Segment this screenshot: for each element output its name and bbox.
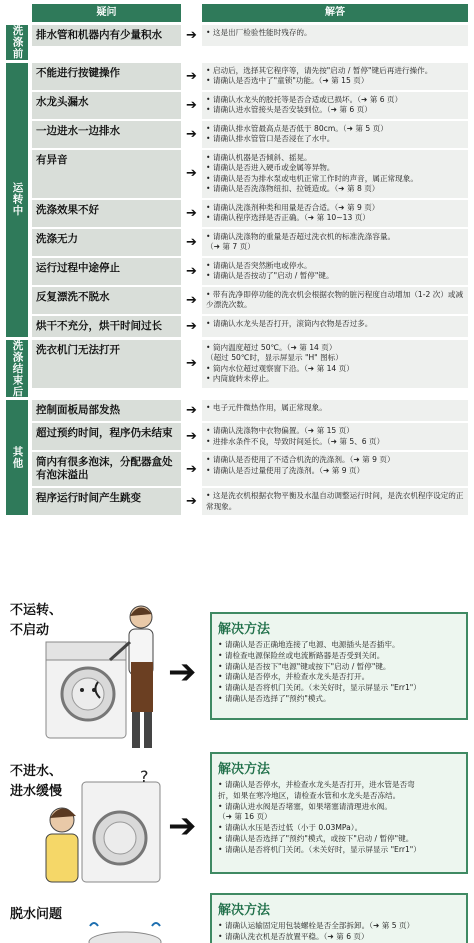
section-label <box>6 340 28 398</box>
answer-cell <box>202 63 468 90</box>
arrow-icon: ➔ <box>186 494 197 509</box>
answer-line: • 带有洗净即停功能的洗衣机会根据衣物的脏污程度自动增加（1-2 次）或减少漂洗次数。 <box>206 289 464 309</box>
answer-line: • 请确认是否进入硬币或金属等异物。 <box>206 163 335 172</box>
answer-line: • 请确认洗涤物中衣物偏置。（➜ 第 15 页） <box>206 426 354 435</box>
solution-item: • 请检查电源保险丝或电流断路器是否受到关闭。 <box>218 650 385 660</box>
solution-box-2 <box>210 752 468 874</box>
answer-cell <box>202 423 468 450</box>
solution-item: • 请确认是否选择了"预约"模式，或按下"启动 / 暂停"键。 <box>218 833 414 843</box>
solution-box-1 <box>210 612 468 720</box>
arrow-icon: ➔ <box>186 263 197 279</box>
solution-list <box>218 640 460 705</box>
table-row <box>32 25 468 46</box>
question-cell: 反复漂洗不脱水 <box>32 287 181 314</box>
answer-cell <box>202 452 468 486</box>
solution-item: • 请确认是否选择了"预约"模式。 <box>218 693 331 703</box>
answer-cell <box>202 258 468 285</box>
table-header <box>6 4 468 22</box>
solution-title: 解决方法 <box>218 903 271 918</box>
arrow-icon: ➔ <box>186 205 197 221</box>
table-row <box>32 423 468 450</box>
answer-line: • 请确认排水管管口是否浸在了水中。 <box>206 134 335 143</box>
answer-cell <box>202 488 468 515</box>
answer-line: • 请确认水龙头是否打开，滚筒内衣物是否过多。 <box>206 318 373 328</box>
question-cell: 筒内有很多泡沫，分配器盒处有泡沫溢出 <box>32 452 181 486</box>
answer-line: • 筒内温度超过 50℃。（➜ 第 14 页） <box>206 342 337 352</box>
table-row <box>32 452 468 486</box>
problem-title-no-water: 不进水、 进水缓慢 <box>10 764 63 799</box>
question-cell: 洗涤无力 <box>32 229 181 256</box>
answer-cell <box>202 316 468 337</box>
troubleshooting-table <box>6 4 468 518</box>
arrow-icon: ➔ <box>186 126 197 142</box>
solution-title: 解决方法 <box>218 622 271 637</box>
table-row <box>32 400 468 421</box>
section-label-text: 洗涤前 <box>11 25 24 60</box>
solution-item: • 请确认是否将机门关闭。（未关好时，显示屏显示 "Err1"） <box>218 683 421 693</box>
table-section <box>6 400 468 515</box>
arrow-icon: ➔ <box>186 356 197 371</box>
question-cell: 烘干不充分，烘干时间过长 <box>32 316 181 337</box>
section-label <box>6 400 28 515</box>
solution-item: • 请确认进水阀是否堵塞，如果堵塞请清理进水阀。 <box>218 801 392 811</box>
arrow-icon: ➔ <box>168 652 197 692</box>
table-row <box>32 316 468 337</box>
answer-cell <box>202 150 468 198</box>
question-cell: 控制面板局部发热 <box>32 400 181 421</box>
answer-line: • 启动后，选择其它程序等，请先按"启动 / 暂停"键后再进行操作。 <box>206 65 433 75</box>
answer-line: • 请确认是否洗涤物纽扣、拉链造成。（➜ 第 8 页） <box>206 184 380 193</box>
arrow-icon: ➔ <box>186 234 197 250</box>
solution-title: 解决方法 <box>218 762 271 777</box>
answer-line: • 这是洗衣机根据衣物平衡及水温自动调整运行时间，是洗衣机程序设定的正常现象。 <box>206 491 464 511</box>
answer-line: • 电子元件微热作用，属正常现象。 <box>206 403 327 412</box>
question-cell: 程序运行时间产生跳变 <box>32 488 181 515</box>
answer-line: • 请确认洗涤物的重量是否超过洗衣机的标准洗涤容量。 <box>206 231 396 241</box>
solution-item: • 请确认水压是否过低（小于 0.03MPa）。 <box>218 823 363 833</box>
answer-cell <box>202 400 468 421</box>
solution-list <box>218 921 460 943</box>
table-row <box>32 150 468 198</box>
answer-line: • 请确认进水管接头是否安装到位。（➜ 第 6 页） <box>206 105 372 114</box>
table-section <box>6 63 468 337</box>
table-section <box>6 25 468 60</box>
answer-line: • 请确认排水管最高点是否低于 80cm。（➜ 第 5 页） <box>206 123 388 133</box>
table-row <box>32 340 468 388</box>
section-label <box>6 25 28 60</box>
answer-line: • 请确认是否使用了不适合机洗的洗涤剂。（➜ 第 9 页） <box>206 455 395 464</box>
answer-cell <box>202 25 468 46</box>
answer-line: （➜ 第 7 页） <box>206 242 255 251</box>
arrow-icon: ➔ <box>186 292 197 308</box>
question-cell: 有异音 <box>32 150 181 198</box>
section-label <box>6 63 28 337</box>
answer-column-header: 解答 <box>202 4 468 22</box>
answer-cell <box>202 229 468 256</box>
answer-cell <box>202 287 468 314</box>
solution-item: 折，如果在寒冷地区，请检查水管和水龙头是否冻结。 <box>218 790 401 800</box>
table-row <box>32 63 468 90</box>
problem-title-spin: 脱水问题 <box>10 907 63 922</box>
question-cell: 洗涤效果不好 <box>32 200 181 227</box>
washer-illustration-2 <box>32 760 167 885</box>
arrow-icon: ➔ <box>168 806 197 846</box>
answer-line: • 请确认是否按动了"启动 / 暂停"键。 <box>206 271 334 280</box>
solution-item: • 请确认是否正确地连接了电源、电源插头是否插牢。 <box>218 640 400 649</box>
answer-line: （超过 50℃时，显示屏显示 "H" 图标） <box>206 353 343 362</box>
answer-line: • 请确认洗涤剂种类和用量是否合适。（➜ 第 9 页） <box>206 202 380 212</box>
answer-cell <box>202 121 468 148</box>
answer-line: • 请确认是否为排水泵或电机正常工作时的声音，属正常现象。 <box>206 173 418 183</box>
answer-line: • 这是出厂检验性能时残存的。 <box>206 28 312 37</box>
table-row <box>32 488 468 515</box>
washer-illustration-1 <box>36 602 166 752</box>
arrow-icon: ➔ <box>186 403 197 418</box>
table-row <box>32 200 468 227</box>
table-row <box>32 287 468 314</box>
solution-item: • 请确认是否将机门关闭。（未关好时，显示屏显示 "Err1"） <box>218 844 421 854</box>
solution-item: • 请确认是否按下"电源"键或按下"启动 / 暂停"键。 <box>218 661 391 671</box>
arrow-icon: ➔ <box>186 318 197 334</box>
arrow-icon: ➔ <box>186 166 197 181</box>
svg-text:?: ? <box>140 767 149 786</box>
question-cell: 洗衣机门无法打开 <box>32 340 181 388</box>
answer-line: • 内筒旋转未停止。 <box>206 374 274 383</box>
question-cell: 超过预约时间，程序仍未结束 <box>32 423 181 450</box>
section-label-text: 洗涤结束后 <box>11 339 24 397</box>
arrow-icon: ➔ <box>186 28 197 43</box>
solution-item: • 请确认洗衣机是否放置平稳。（➜ 第 6 页） <box>218 931 369 941</box>
question-cell: 一边进水一边排水 <box>32 121 181 148</box>
arrow-icon: ➔ <box>186 68 197 84</box>
question-cell: 运行过程中途停止 <box>32 258 181 285</box>
question-cell: 排水管和机器内有少量积水 <box>32 25 181 46</box>
answer-line: • 请确认是否过量使用了洗涤剂。（➜ 第 9 页） <box>206 465 365 475</box>
answer-line: • 筒内水位超过观察窗下沿。（➜ 第 14 页） <box>206 363 354 373</box>
solution-item: • 请确认是否停水，并检查水龙头是否打开，进水管是否弯 <box>218 780 415 789</box>
table-row <box>32 258 468 285</box>
solution-item: （➜ 第 16 页） <box>218 812 272 822</box>
table-sections <box>6 25 468 515</box>
table-row <box>32 229 468 256</box>
problem-title-not-running: 不运转、 不启动 <box>10 603 63 638</box>
table-row <box>32 121 468 148</box>
arrow-icon: ➔ <box>186 461 197 477</box>
table-section <box>6 340 468 398</box>
answer-line: • 请确认程序选择是否正确。（➜ 第 10~13 页） <box>206 213 370 222</box>
question-cell: 不能进行按键操作 <box>32 63 181 90</box>
answer-line: • 请确认是否选中了"童锁"功能。（➜ 第 15 页） <box>206 76 369 85</box>
answer-line: • 请确认水龙头的胶托等是否合适或已损坏。（➜ 第 6 页） <box>206 94 403 104</box>
solution-list <box>218 780 460 856</box>
question-column-header: 疑问 <box>32 4 181 22</box>
solution-item: • 请确认是否停水，并检查水龙头是否打开。 <box>218 672 370 682</box>
table-row <box>32 92 468 119</box>
section-label-text: 其他 <box>11 446 24 469</box>
answer-cell <box>202 340 468 388</box>
answer-line: • 请确认机器是否倾斜、摇晃。 <box>206 152 312 162</box>
answer-line: • 进排水条件不良，导致时间延长。（➜ 第 5、6 页） <box>206 436 385 446</box>
answer-line: • 请确认是否突然断电或停水。 <box>206 260 312 270</box>
solution-box-3 <box>210 893 468 943</box>
section-label-text: 运转中 <box>11 182 24 217</box>
washer-illustration-3 <box>80 918 170 943</box>
question-cell: 水龙头漏水 <box>32 92 181 119</box>
answer-cell <box>202 200 468 227</box>
arrow-icon: ➔ <box>186 97 197 113</box>
solution-item: • 请确认运输固定用包装螺栓是否全部拆卸。（➜ 第 5 页） <box>218 921 415 930</box>
arrow-icon: ➔ <box>186 429 197 444</box>
answer-cell <box>202 92 468 119</box>
